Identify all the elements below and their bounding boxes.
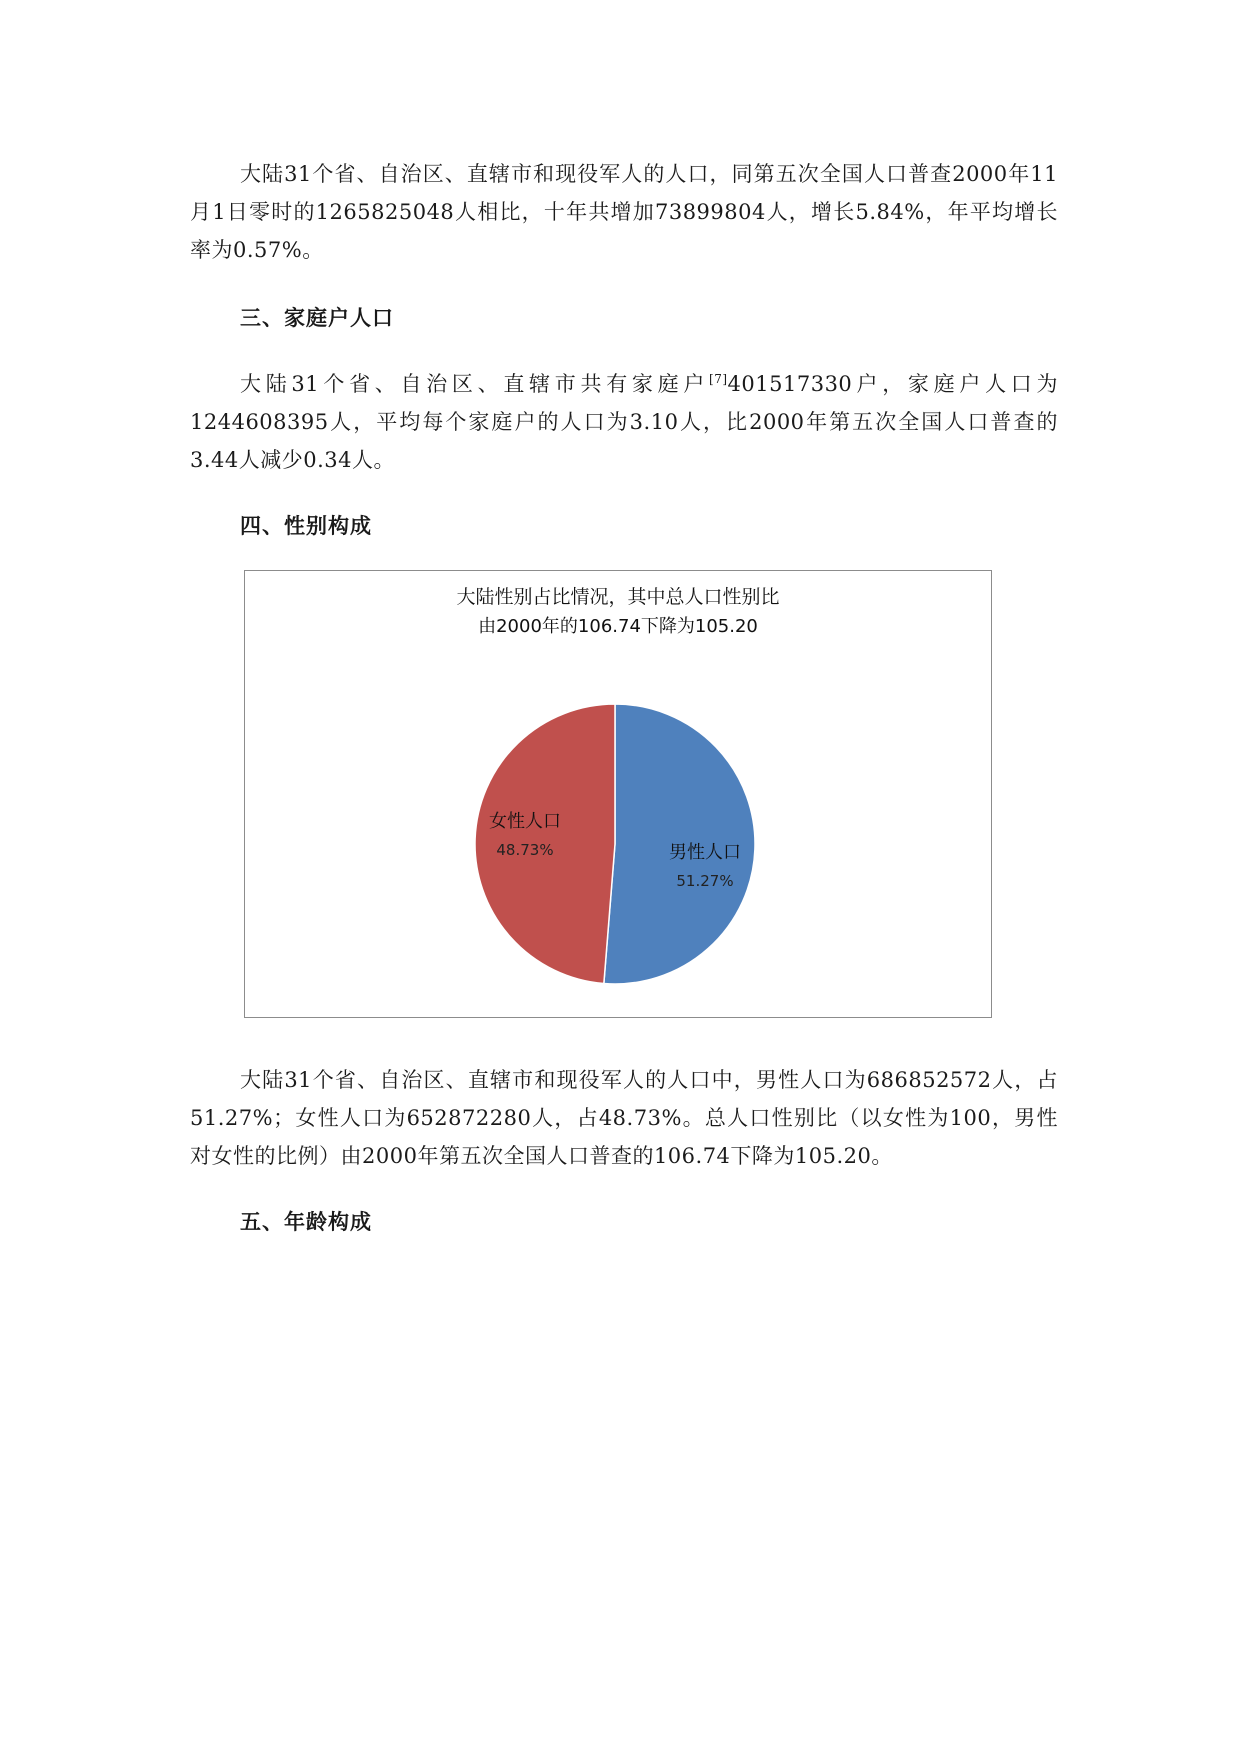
footnote-ref-7[interactable]: [7] xyxy=(709,372,728,386)
pie-label-male: 男性人口 xyxy=(669,842,741,863)
pie-label-female: 女性人口 xyxy=(489,811,561,832)
paragraph-gender-ratio: 大陆31个省、自治区、直辖市和现役军人的人口中，男性人口为686852572人，占51.27%；女性人口为652872280人，占48.73%。总人口性别比（以女性为100，男性对女性的比例）由2000年第五次全国人口普查的106.74下降为105.20。 xyxy=(190,1068,1058,1168)
paragraph-population-growth: 大陆31个省、自治区、直辖市和现役军人的人口，同第五次全国人口普查2000年11月1日零时的1265825048人相比，十年共增加73899804人，增长5.84%，年平均增长率为0.57%。 xyxy=(190,162,1058,262)
heading-gender-composition: 四、性别构成 xyxy=(240,514,372,538)
gender-pie-chart xyxy=(244,570,992,1018)
pie-percent-female: 48.73% xyxy=(496,841,554,859)
chart-title-line2: 由2000年的106.74下降为105.20 xyxy=(478,616,758,637)
paragraph-household xyxy=(190,365,1058,479)
heading-age-composition: 五、年龄构成 xyxy=(240,1210,372,1234)
heading-household-population: 三、家庭户人口 xyxy=(240,306,394,330)
chart-title-line1: 大陆性别占比情况，其中总人口性别比 xyxy=(456,586,780,608)
pie-percent-male: 51.27% xyxy=(676,872,734,890)
paragraph-household-part2: 401517330户，家庭户人口为1244608395人，平均每个家庭户的人口为3.10人，比2000年第五次全国人口普查的3.44人减少0.34人。 xyxy=(190,372,1058,472)
paragraph-household-part1: 大陆31个省、自治区、直辖市共有家庭户 xyxy=(240,372,710,396)
pie-plot-area xyxy=(245,571,990,1016)
